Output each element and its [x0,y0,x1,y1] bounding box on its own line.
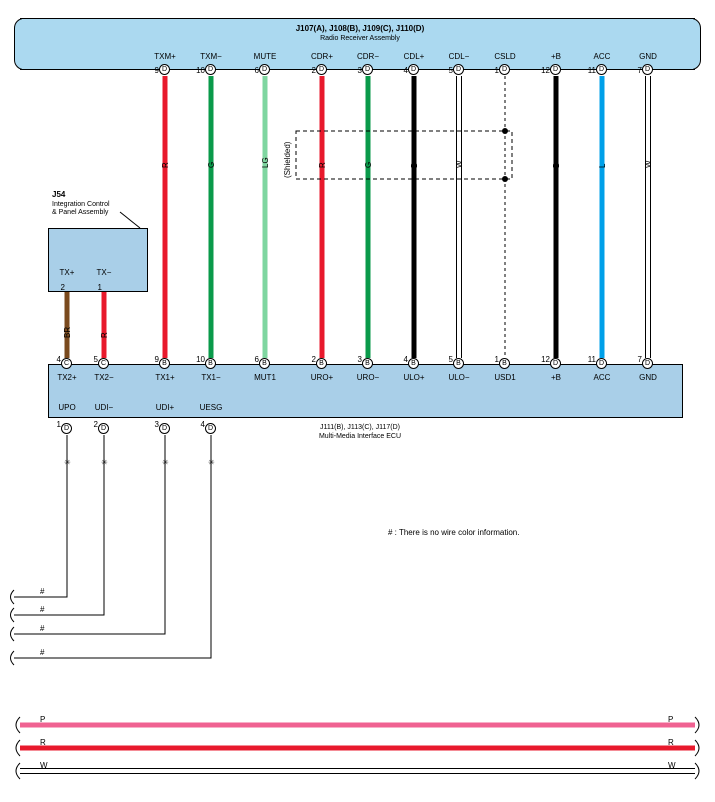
wire-color-code-CDL+: B [410,162,419,168]
bus-left-label-0: P [40,715,46,724]
radio-pin-number-GND: 7 [637,66,642,75]
radio-connector-pin-GND[interactable]: D [642,64,653,75]
wire-color-code-+B: B [552,162,561,168]
integration-pin-number-TX+: 2 [60,283,65,292]
mmi-connector-pin-GND[interactable]: D [642,358,653,369]
radio-terminal-label-CDL−: CDL− [448,52,470,61]
radio-pin-number-CDL−: 5 [448,66,453,75]
mmi-connector-pin-ULO−[interactable]: B [453,358,464,369]
mmi-pin-number-ACC: 11 [587,355,596,364]
mmi-pin-number-+B: 12 [541,355,550,364]
wire-color-code-CDL−: W [455,160,464,168]
radio-pin-number-ACC: 11 [587,66,596,75]
radio-block-subtitle: Radio Receiver Assembly [320,35,400,42]
mmi-pin-number-TX2+: 4 [56,355,61,364]
mmi-terminal-label-URO+: URO+ [310,373,334,382]
radio-terminal-label-CDL+: CDL+ [403,52,425,61]
mmi-terminal-label-TX1+: TX1+ [155,373,175,382]
bus-right-label-2: W [668,761,676,770]
branch-wire-2 [14,435,165,634]
mmi-pin-number-USD1: 1 [494,355,499,364]
mmi-connector-pin-TX1+[interactable]: B [159,358,170,369]
shield-junction-bottom [502,176,508,182]
mmi-pin-number-URO+: 2 [311,355,316,364]
radio-connector-pin-ACC[interactable]: D [596,64,607,75]
mmi-terminal-label-URO−: URO− [356,373,380,382]
mmi-connector-pin-USD1[interactable]: B [499,358,510,369]
radio-pin-number-CDL+: 4 [403,66,408,75]
integration-leader-line [120,212,140,228]
mmi-terminal-label-TX2−: TX2− [94,373,114,382]
radio-connector-pin-CDL−[interactable]: D [453,64,464,75]
mmi-terminal-label-ULO−: ULO− [448,373,470,382]
bus-right-hook-2 [695,763,699,779]
branch-mark-2: ✳ [162,458,169,467]
branch-mark-1: ✳ [101,458,108,467]
integration-block-title: Integration Control [52,201,110,208]
radio-block-title: J107(A), J108(B), J109(C), J110(D) [295,24,425,33]
branch-color-label-1: # [40,605,45,614]
mmi-bottom-connector-pin-UDI−[interactable]: D [98,423,109,434]
mmi-pin-number-MUT1: 6 [254,355,259,364]
wire-color-code-MUTE: LG [261,157,270,168]
mmi-connector-pin-URO−[interactable]: B [362,358,373,369]
bus-right-label-0: P [668,715,674,724]
radio-terminal-label-CDR+: CDR+ [310,52,333,61]
shield-dashed-box [296,131,512,179]
radio-pin-number-CDR+: 2 [311,66,316,75]
branch-wire-1 [14,435,104,615]
mmi-terminal-label-MUT1: MUT1 [254,373,276,382]
mmi-connector-pin-URO+[interactable]: B [316,358,327,369]
wire-color-code-CDR+: R [318,162,327,168]
bus-left-hook-1 [16,740,20,756]
mmi-pin-number-TX1−: 10 [196,355,205,364]
mmi-bottom-pin-UDI−: 2 [93,420,98,429]
radio-terminal-label-CDR−: CDR− [356,52,379,61]
wire-color-code-TXM+: R [161,162,170,168]
radio-pin-number-+B: 12 [541,66,550,75]
mmi-terminal-label-+B: +B [550,373,561,382]
branch-hook-0 [11,590,15,604]
radio-terminal-label-ACC: ACC [593,52,611,61]
mmi-block-title: J111(B), J113(C), J117(D) [319,424,400,431]
mmi-connector-pin-TX2−[interactable]: C [98,358,109,369]
mmi-bottom-pin-UPO: 1 [56,420,61,429]
mmi-bottom-label-UPO: UPO [58,403,76,412]
mmi-connector-pin-TX1−[interactable]: B [205,358,216,369]
radio-pin-number-CSLD: 1 [494,66,499,75]
radio-connector-pin-CDR−[interactable]: D [362,64,373,75]
wire-color-code-integration-TX−: R [100,332,109,338]
integration-block-subtitle: & Panel Assembly [52,209,109,216]
shielded-label: (Shielded) [283,141,292,178]
footnote: # : There is no wire color information. [388,528,520,537]
integration-terminal-label-TX−: TX− [96,268,112,277]
radio-connector-pin-CDR+[interactable]: D [316,64,327,75]
branch-hook-3 [11,651,15,665]
radio-pin-number-CDR−: 3 [357,66,362,75]
mmi-bottom-connector-pin-UDI+[interactable]: D [159,423,170,434]
radio-terminal-label-+B: +B [550,52,561,61]
bus-right-label-1: R [668,738,674,747]
radio-terminal-label-CSLD: CSLD [494,52,516,61]
mmi-pin-number-ULO−: 5 [448,355,453,364]
mmi-terminal-label-TX1−: TX1− [201,373,221,382]
bus-right-hook-0 [695,717,699,733]
radio-pin-number-TXM−: 10 [196,66,205,75]
mmi-bottom-label-UDI+: UDI+ [155,403,175,412]
radio-connector-pin-+B[interactable]: D [550,64,561,75]
radio-pin-number-MUTE: 6 [254,66,259,75]
mmi-bottom-pin-UDI+: 3 [154,420,159,429]
radio-pin-number-TXM+: 9 [154,66,159,75]
branch-color-label-2: # [40,624,45,633]
mmi-pin-number-GND: 7 [637,355,642,364]
radio-connector-pin-TXM−[interactable]: D [205,64,216,75]
integration-block-code: J54 [52,190,66,199]
radio-terminal-label-GND: GND [639,52,657,61]
branch-color-label-0: # [40,587,45,596]
integration-terminal-label-TX+: TX+ [59,268,75,277]
radio-connector-pin-CSLD[interactable]: D [499,64,510,75]
branch-mark-3: ✳ [208,458,215,467]
mmi-terminal-label-USD1: USD1 [494,373,516,382]
mmi-pin-number-URO−: 3 [357,355,362,364]
mmi-pin-number-TX1+: 9 [154,355,159,364]
branch-hook-2 [11,627,15,641]
mmi-bottom-pin-UESG: 4 [200,420,205,429]
radio-connector-pin-MUTE[interactable]: D [259,64,270,75]
mmi-pin-number-TX2−: 5 [93,355,98,364]
bus-left-hook-2 [16,763,20,779]
radio-terminal-label-TXM−: TXM− [200,52,222,61]
radio-terminal-label-TXM+: TXM+ [154,52,176,61]
mmi-connector-pin-ACC[interactable]: D [596,358,607,369]
mmi-bottom-connector-pin-UPO[interactable]: D [61,423,72,434]
shield-junction-top [502,128,508,134]
wire-color-code-CDR−: G [364,161,373,168]
mmi-block-subtitle: Multi-Media Interface ECU [318,433,402,440]
wire-color-code-TXM−: G [207,161,216,168]
bus-left-hook-0 [16,717,20,733]
branch-color-label-3: # [40,648,45,657]
radio-terminal-label-MUTE: MUTE [253,52,277,61]
mmi-connector-pin-MUT1[interactable]: B [259,358,270,369]
wire-color-code-ACC: L [598,163,607,168]
mmi-connector-pin-ULO+[interactable]: B [408,358,419,369]
wire-color-code-integration-TX+: BR [63,326,72,338]
mmi-connector-pin-TX2+[interactable]: C [61,358,72,369]
branch-hook-1 [11,608,15,622]
branch-wire-0 [14,435,67,597]
mmi-connector-pin-+B[interactable]: D [550,358,561,369]
mmi-terminal-label-GND: GND [639,373,657,382]
mmi-bottom-label-UDI−: UDI− [94,403,114,412]
mmi-terminal-label-TX2+: TX2+ [57,373,77,382]
mmi-terminal-label-ACC: ACC [593,373,611,382]
mmi-pin-number-ULO+: 4 [403,355,408,364]
radio-connector-pin-CDL+[interactable]: D [408,64,419,75]
mmi-bottom-label-UESG: UESG [199,403,223,412]
branch-mark-0: ✳ [64,458,71,467]
bus-left-label-2: W [40,761,48,770]
mmi-terminal-label-ULO+: ULO+ [403,373,425,382]
integration-pin-number-TX−: 1 [97,283,102,292]
mmi-bottom-connector-pin-UESG[interactable]: D [205,423,216,434]
bus-right-hook-1 [695,740,699,756]
wire-color-code-GND: W [644,160,653,168]
bus-left-label-1: R [40,738,46,747]
radio-connector-pin-TXM+[interactable]: D [159,64,170,75]
